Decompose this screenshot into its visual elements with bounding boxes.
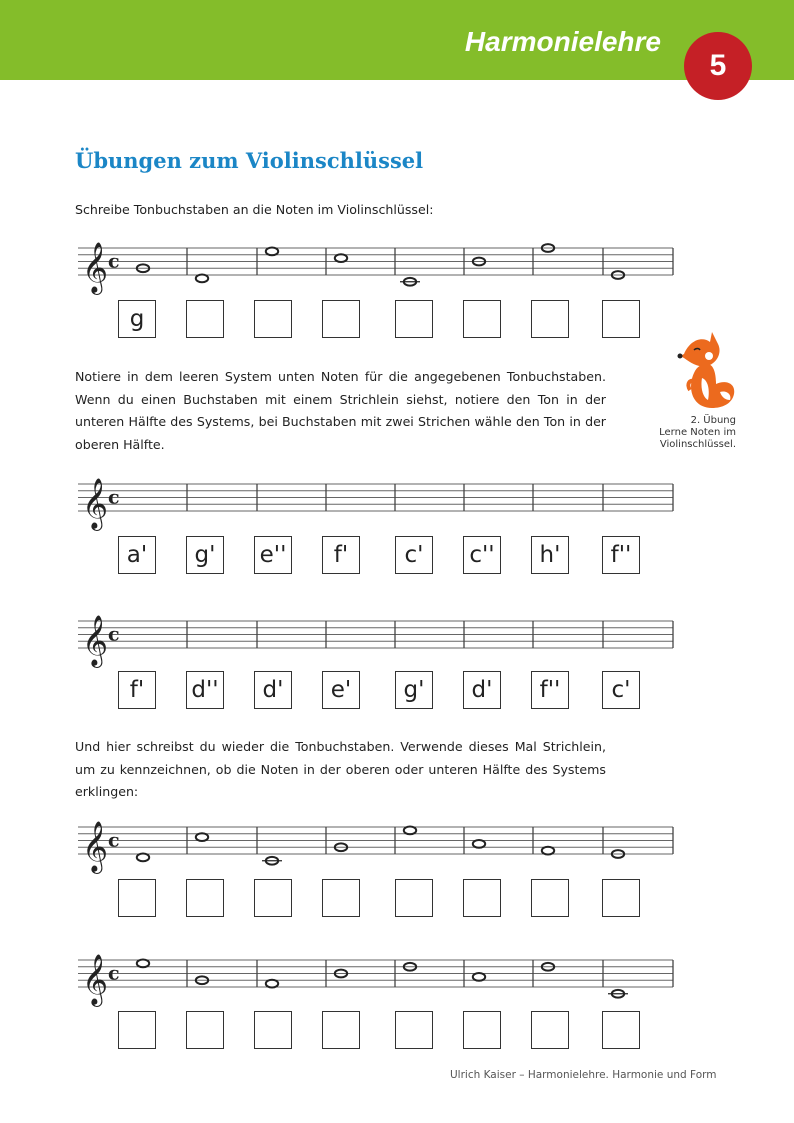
answer-box[interactable] <box>186 1011 224 1049</box>
answer-box[interactable]: f' <box>322 536 360 574</box>
footer-credit: Ulrich Kaiser – Harmonielehre. Harmonie und Form <box>450 1069 717 1081</box>
staff-system <box>78 242 673 295</box>
answer-box[interactable] <box>463 879 501 917</box>
whole-note <box>335 254 347 262</box>
answer-box[interactable]: f' <box>118 671 156 709</box>
answer-box[interactable]: g' <box>186 536 224 574</box>
staff-system <box>78 954 673 1007</box>
answer-box[interactable]: e'' <box>254 536 292 574</box>
answer-box[interactable] <box>395 1011 433 1049</box>
common-time-icon: c <box>108 623 120 646</box>
answer-box[interactable] <box>395 879 433 917</box>
answer-box[interactable]: f'' <box>602 536 640 574</box>
instruction-3: Und hier schreibst du wieder die Tonbuchstaben. Verwende dieses Mal Strichlein, um zu kennzeichnen, ob die Noten in der oberen oder unteren Hälfte des Systems erklingen: <box>75 739 606 800</box>
answer-box[interactable] <box>322 879 360 917</box>
answer-box[interactable] <box>254 879 292 917</box>
answer-box[interactable] <box>322 300 360 338</box>
page-number-badge: 5 <box>684 32 752 100</box>
whole-note <box>473 973 485 981</box>
answer-box[interactable]: e' <box>322 671 360 709</box>
treble-clef-icon: 𝄞 <box>82 615 109 666</box>
whole-note <box>137 853 149 861</box>
answer-box[interactable] <box>322 1011 360 1049</box>
answer-box[interactable] <box>186 879 224 917</box>
staff-system <box>78 615 673 668</box>
answer-box[interactable]: c'' <box>463 536 501 574</box>
whole-note <box>404 826 416 834</box>
whole-note <box>196 833 208 841</box>
whole-note <box>266 247 278 255</box>
common-time-icon: c <box>108 829 120 852</box>
answer-box[interactable] <box>463 300 501 338</box>
common-time-icon: c <box>108 486 120 509</box>
answer-box[interactable] <box>254 1011 292 1049</box>
answer-box[interactable] <box>531 879 569 917</box>
caption-line-2: Lerne Noten im <box>659 427 736 438</box>
whole-note <box>473 840 485 848</box>
answer-box[interactable] <box>531 1011 569 1049</box>
answer-box[interactable] <box>118 879 156 917</box>
answer-box[interactable] <box>118 1011 156 1049</box>
whole-note <box>542 847 554 855</box>
section-title: Übungen zum Violinschlüssel <box>75 148 424 173</box>
answer-box[interactable] <box>602 300 640 338</box>
caption-line-3: Violinschlüssel. <box>659 439 736 450</box>
header-title: Harmonielehre <box>464 26 661 57</box>
answer-box[interactable]: g <box>118 300 156 338</box>
treble-clef-icon: 𝄞 <box>82 821 109 872</box>
answer-box[interactable]: c' <box>602 671 640 709</box>
staff-system <box>78 478 673 531</box>
treble-clef-icon: 𝄞 <box>82 954 109 1005</box>
answer-box[interactable]: d' <box>254 671 292 709</box>
answer-box[interactable] <box>602 879 640 917</box>
answer-box[interactable]: d' <box>463 671 501 709</box>
common-time-icon: c <box>108 250 120 273</box>
answer-box[interactable]: c' <box>395 536 433 574</box>
treble-clef-icon: 𝄞 <box>82 478 109 529</box>
answer-box[interactable]: g' <box>395 671 433 709</box>
common-time-icon: c <box>108 962 120 985</box>
answer-box[interactable]: a' <box>118 536 156 574</box>
answer-box[interactable]: f'' <box>531 671 569 709</box>
staff-system <box>78 821 673 874</box>
answer-box[interactable]: d'' <box>186 671 224 709</box>
answer-box[interactable] <box>186 300 224 338</box>
instruction-1: Schreibe Tonbuchstaben an die Noten im Violinschlüssel: <box>75 202 434 217</box>
answer-box[interactable] <box>602 1011 640 1049</box>
answer-box[interactable] <box>395 300 433 338</box>
instruction-2: Notiere in dem leeren System unten Noten für die angegebenen Tonbuchstaben. Wenn du einen Buchstaben mit einem Strichlein siehst, notiere den Ton in der unteren Hälfte des Systems, bei Buchstaben mit zwei Strichen wähle den Ton in der oberen Hälfte. <box>75 369 606 453</box>
answer-box[interactable] <box>531 300 569 338</box>
answer-box[interactable]: h' <box>531 536 569 574</box>
treble-clef-icon: 𝄞 <box>82 242 109 293</box>
whole-note <box>137 959 149 967</box>
caption-line-1: 2. Übung <box>690 415 736 426</box>
answer-box[interactable] <box>463 1011 501 1049</box>
answer-box[interactable] <box>254 300 292 338</box>
whole-note <box>196 274 208 282</box>
whole-note <box>266 980 278 988</box>
